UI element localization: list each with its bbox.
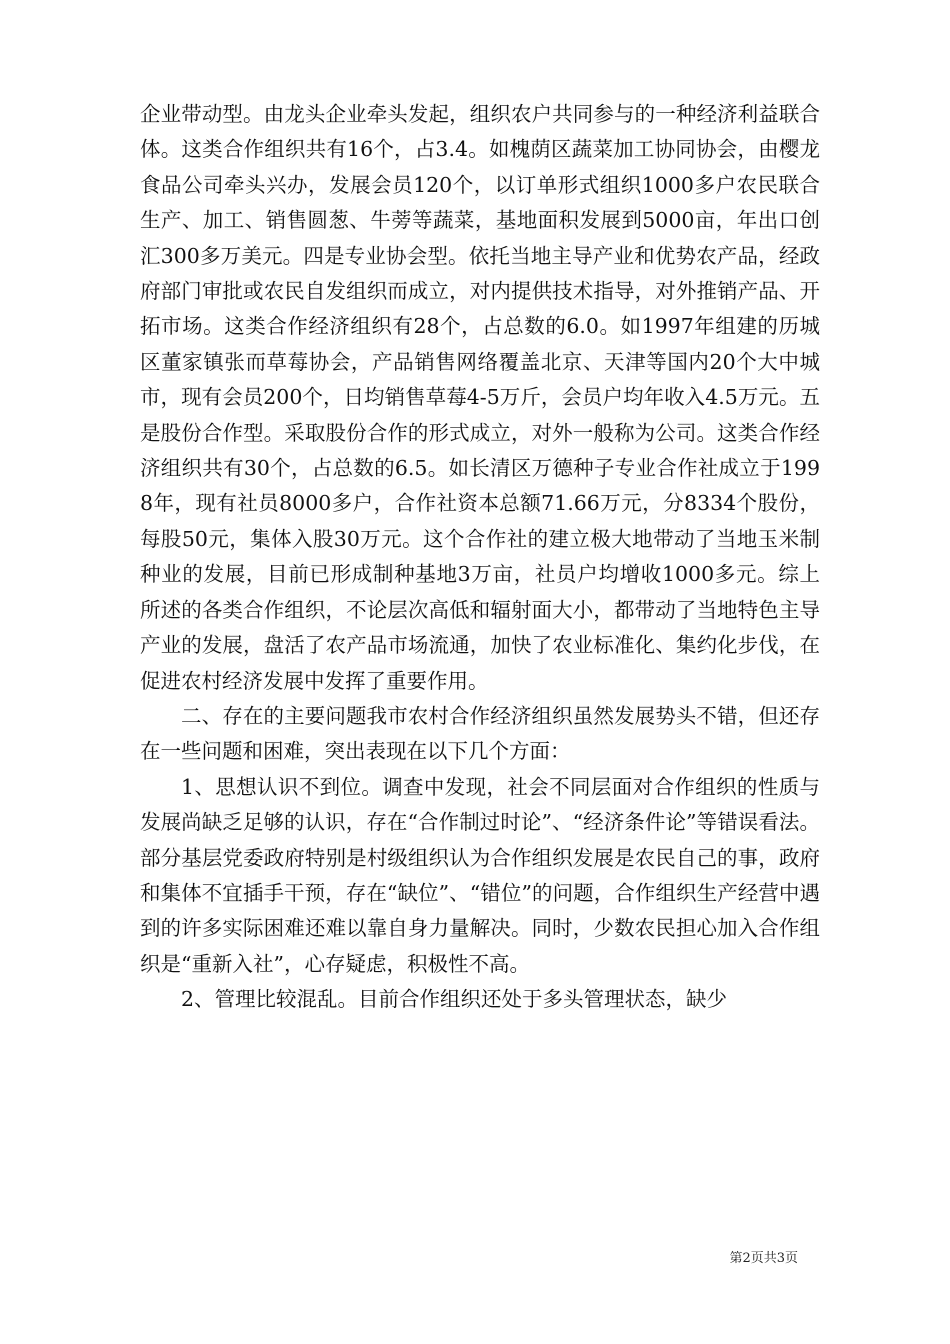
page-number: 第2页共3页: [729, 1251, 798, 1266]
paragraph-main-problems-heading: 二、存在的主要问题我市农村合作经济组织虽然发展势头不错，但还存在一些问题和困难，突出表现在以下几个方面：: [140, 703, 820, 764]
paragraph-management-confusion: 2、管理比较混乱。目前合作组织还处于多头管理状态，缺少: [181, 987, 728, 1012]
document-body: [140, 97, 820, 1018]
paragraph-ideology-awareness: 1、思想认识不到位。调查中发现，社会不同层面对合作组织的性质与发展尚缺乏足够的认识，存在“合作制过时论”、“经济条件论”等错误看法。部分基层党委政府特别是村级组织认为合作组织发展是农民自己的事，政府和集体不宜插手干预，存在“缺位”、“错位”的问题，合作组织生产经营中遇到的许多实际困难还难以靠自身力量解决。同时，少数农民担心加入合作组织是“重新入社”，心存疑虑，积极性不高。: [140, 774, 820, 976]
paragraph-cooperative-types: 企业带动型。由龙头企业牵头发起，组织农户共同参与的一种经济利益联合体。这类合作组织共有16个，占3.4。如槐荫区蔬菜加工协同协会，由樱龙食品公司牵头兴办，发展会员120个，以订单形式组织1000多户农民联合生产、加工、销售圆葱、牛蒡等蔬菜，基地面积发展到5000亩，年出口创汇300多万美元。四是专业协会型。依托当地主导产业和优势农产品，经政府部门审批或农民自发组织而成立，对内提供技术指导，对外推销产品、开拓市场。这类合作经济组织有28个，占总数的6.0。如1997年组建的历城区董家镇张而草莓协会，产品销售网络覆盖北京、天津等国内20个大中城市，现有会员200个，日均销售草莓4-5万斤，会员户均年收入4.5万元。五是股份合作型。采取股份合作的形式成立，对外一般称为公司。这类合作经济组织共有30个，占总数的6.5。如长清区万德种子专业合作社成立于1998年，现有社员8000多户，合作社资本总额71.66万元，分8334个股份，每股50元，集体入股30万元。这个合作社的建立极大地带动了当地玉米制种业的发展，目前已形成制种基地3万亩，社员户均增收1000多元。综上所述的各类合作组织，不论层次高低和辐射面大小，都带动了当地特色主导产业的发展，盘活了农产品市场流通，加快了农业标准化、集约化步伐，在促进农村经济发展中发挥了重要作用。: [140, 102, 820, 693]
